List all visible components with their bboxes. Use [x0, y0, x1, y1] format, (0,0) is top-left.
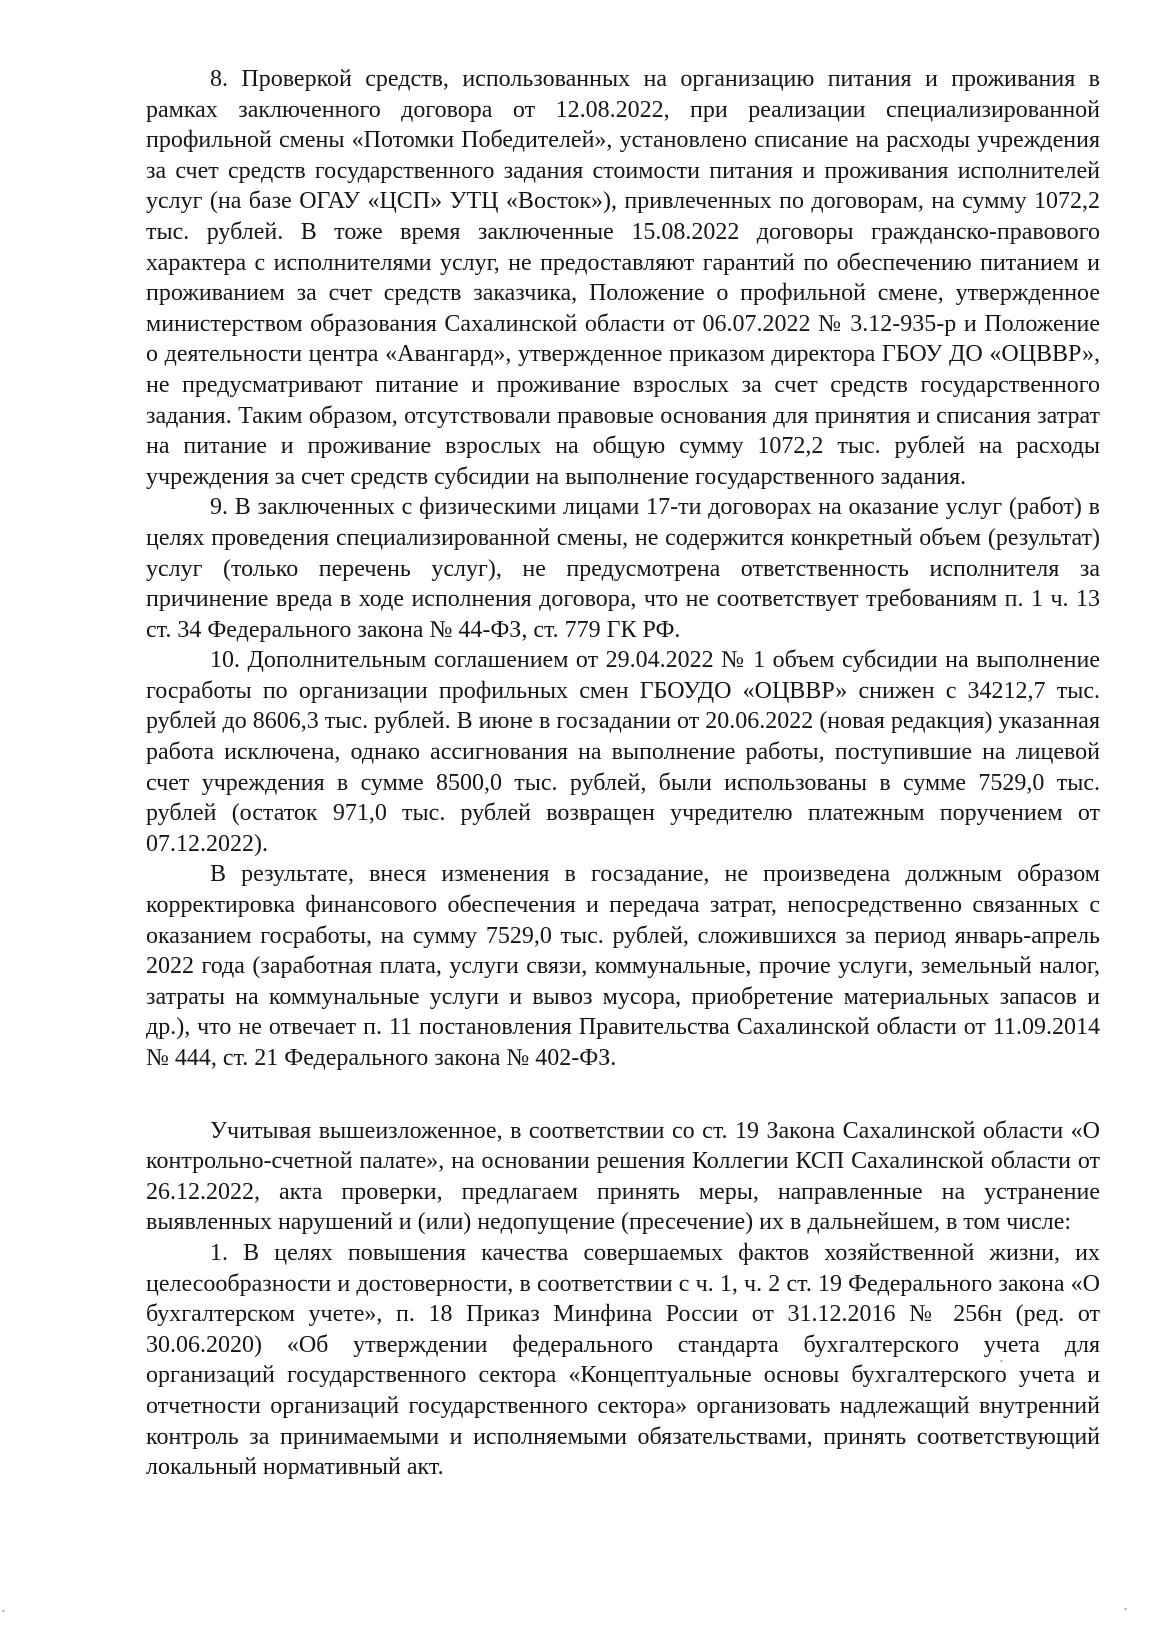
paragraph-item-9-contracts: 9. В заключенных с физическими лицами 17-ти договорах на оказание услуг (работ) в целях проведения специализированной смены, не содержится конкретный объем (результат) услуг (только перечень услуг), не предусмотрена ответственность исполнителя за причинение вреда в ходе исполнения договора, что не соответствует требованиям п. 1 ч. 13 ст. 34 Федерального закона № 44-ФЗ, ст. 779 ГК РФ. [146, 494, 1100, 643]
scan-speck [1000, 1360, 1003, 1362]
paragraph-result: В результате, внеся изменения в госзадание, не произведена должным образом корректировка финансового обеспечения и передача затрат, непосредственно связанных с оказанием госработы, на сумму 7529,0 тыс. рублей, сложившихся за период январь-апрель 2022 года (заработная плата, услуги связи, коммунальные, прочие услуги, земельный налог, затраты на коммунальные услуги и вывоз мусора, приобретение материальных запасов и др.), что не отвечает п. 11 постановления Правительства Сахалинской области от 11.09.2014 № 444, ст. 21 Федерального закона № 402-ФЗ. [146, 861, 1100, 1071]
paragraph-proposal-1: 1. В целях повышения качества совершаемых фактов хозяйственной жизни, их целесообразности и достоверности, в соответствии с ч. 1, ч. 2 ст. 19 Федерального закона «О бухгалтерском учете», п. 18 Приказ Минфина России от 31.12.2016 № 256н (ред. от 30.06.2020) «Об утверждении федерального стандарта бухгалтерского учета для организаций государственного сектора «Концептуальные основы бухгалтерского учета и отчетности организаций государственного сектора» организовать надлежащий внутренний контроль за принимаемыми и исполняемыми обязательствами, принять соответствующий локальный нормативный акт. [146, 1239, 1100, 1481]
paragraph-spacer [146, 1074, 1100, 1116]
paragraph-conclusion: Учитывая вышеизложенное, в соответствии со ст. 19 Закона Сахалинской области «О контрольно-счетной палате», на основании решения Коллегии КСП Сахалинской области от 26.12.2022, акта проверки, предлагаем принять меры, направленные на устранение выявленных нарушений и (или) недопущение (пресечение) их в дальнейшем, в том числе: [146, 1117, 1100, 1236]
paragraph-item-8-catering: 8. Проверкой средств, использованных на организацию питания и проживания в рамках заключенного договора от 12.08.2022, при реализации специализированной профильной смены «Потомки Победителей», установлено списание на расходы учреждения за счет средств государственного задания стоимости питания и проживания исполнителей услуг (на базе ОГАУ «ЦСП» УТЦ «Восток»), привлеченных по договорам, на сумму 1072,2 тыс. рублей. В тоже время заключенные 15.08.2022 договоры гражданско-правового характера с исполнителями услуг, не предоставляют гарантий по обеспечению питанием и проживанием за счет средств заказчика, Положение о профильной смене, утвержденное министерством образования Сахалинской области от 06.07.2022 № 3.12-935-р и Положение о деятельности центра «Авангард», утвержденное приказом директора ГБОУ ДО «ОЦВВР», не предусматривают питание и проживание взрослых за счет средств государственного задания. Таким образом, отсутствовали правовые основания для принятия и списания затрат на питание и проживание взрослых на общую сумму 1072,2 тыс. рублей на расходы учреждения за счет средств субсидии на выполнение государственного задания. [146, 66, 1100, 490]
scan-speck [1124, 1608, 1127, 1610]
document-body [146, 64, 1100, 1483]
scan-speck [2, 1610, 5, 1612]
paragraph-item-10-subsidy: 10. Дополнительным соглашением от 29.04.2022 № 1 объем субсидии на выполнение госработы по организации профильных смен ГБОУДО «ОЦВВР» снижен с 34212,7 тыс. рублей до 8606,3 тыс. рублей. В июне в госзадании от 20.06.2022 (новая редакция) указанная работа исключена, однако ассигнования на выполнение работы, поступившие на лицевой счет учреждения в сумме 8500,0 тыс. рублей, были использованы в сумме 7529,0 тыс. рублей (остаток 971,0 тыс. рублей возвращен учредителю платежным поручением от 07.12.2022). [146, 647, 1100, 857]
